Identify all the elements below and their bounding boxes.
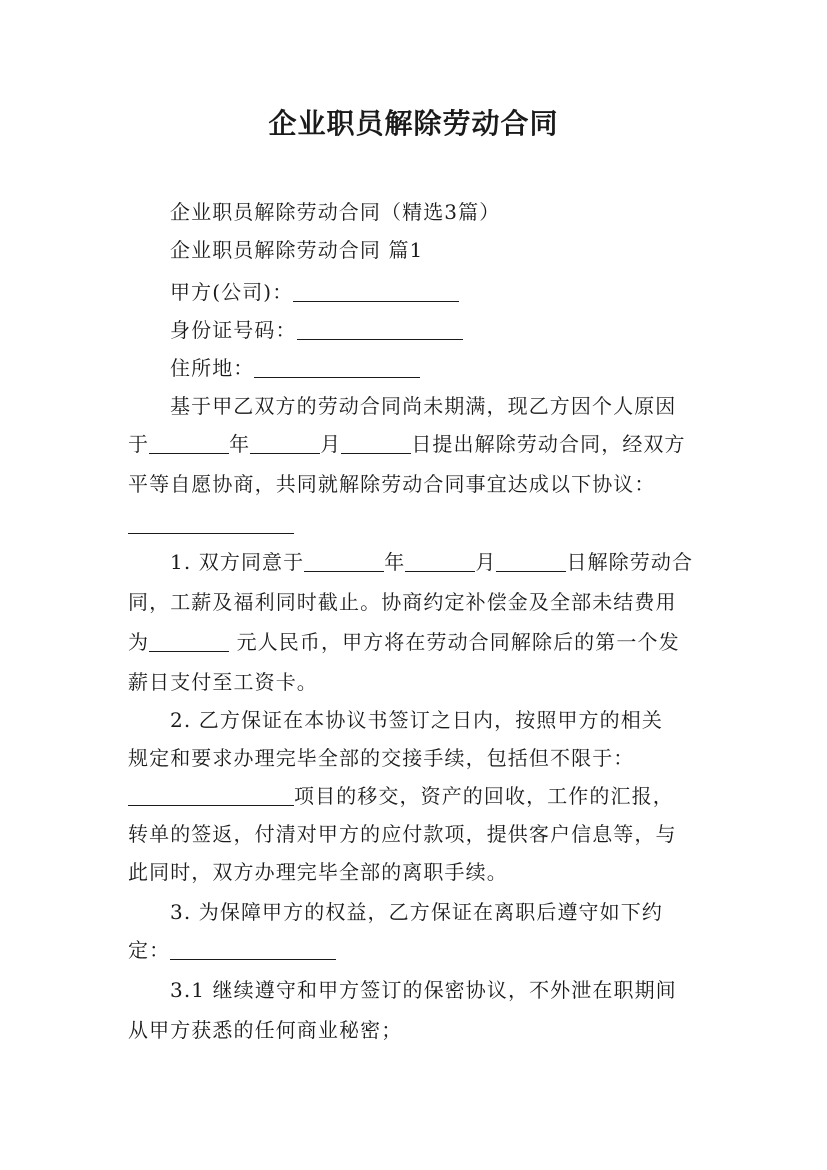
text-run: 于 — [128, 432, 150, 456]
text-run: 为 — [128, 630, 150, 654]
paragraph-line — [128, 430, 698, 458]
agreement-blank[interactable] — [128, 513, 294, 534]
clause-line: 3. 为保障甲方的权益，乙方保证在离职后遵守如下约 — [170, 900, 663, 924]
year-blank[interactable] — [149, 433, 229, 454]
address-blank[interactable] — [254, 357, 420, 378]
address-line — [170, 354, 698, 382]
text-run: 年 — [384, 550, 406, 574]
clause-line: 同，工薪及福利同时截止。协商约定补偿金及全部未结费用 — [128, 590, 677, 614]
party-a-label: 甲方(公司)： — [170, 280, 294, 304]
text-run: 日提出解除劳动合同，经双方 — [411, 432, 686, 456]
text-run: 月 — [475, 550, 497, 574]
party-a-line — [170, 278, 698, 306]
month-blank[interactable] — [250, 433, 320, 454]
handover-blank[interactable] — [128, 785, 294, 806]
clause-line: 3.1 继续遵守和甲方签订的保密协议，不外泄在职期间 — [170, 978, 677, 1002]
clause-line: 转单的签返，付清对甲方的应付款项，提供客户信息等，与 — [128, 822, 677, 846]
clause-line: 薪日支付至工资卡。 — [128, 670, 318, 694]
party-a-blank[interactable] — [293, 281, 459, 302]
month-blank[interactable] — [405, 551, 475, 572]
clause-line: 此同时，双方办理完毕全部的离职手续。 — [128, 860, 508, 884]
id-number-label: 身份证号码： — [170, 318, 297, 342]
clause-line: 规定和要求办理完毕全部的交接手续，包括但不限于： — [128, 746, 635, 770]
text-run: 1. 双方同意于 — [170, 550, 305, 574]
text-run: 定： — [128, 938, 171, 962]
terms-blank[interactable] — [170, 939, 336, 960]
text-run: 项目的移交，资产的回收，工作的汇报， — [294, 784, 674, 808]
id-number-line — [170, 316, 698, 344]
amount-blank[interactable] — [149, 631, 229, 652]
subtitle-line: 企业职员解除劳动合同（精选3篇） — [170, 200, 501, 224]
year-blank[interactable] — [304, 551, 384, 572]
paragraph-line: 基于甲乙双方的劳动合同尚未期满，现乙方因个人原因 — [170, 394, 677, 418]
clause-line — [128, 936, 698, 964]
clause-line: 从甲方获悉的任何商业秘密； — [128, 1018, 403, 1042]
text-run: 元人民币，甲方将在劳动合同解除后的第一个发 — [229, 630, 680, 654]
text-run: 月 — [320, 432, 342, 456]
day-blank[interactable] — [496, 551, 566, 572]
paragraph-line: 平等自愿协商，共同就解除劳动合同事宜达成以下协议： — [128, 472, 656, 496]
document-title: 企业职员解除劳动合同 — [268, 107, 559, 140]
clause-line — [128, 782, 698, 810]
text-run: 年 — [229, 432, 251, 456]
clause-line — [170, 548, 698, 576]
text-run: 日解除劳动合 — [566, 550, 694, 574]
clause-line: 2. 乙方保证在本协议书签订之日内，按照甲方的相关 — [170, 708, 663, 732]
address-label: 住所地： — [170, 356, 255, 380]
day-blank[interactable] — [341, 433, 411, 454]
clause-line — [128, 628, 698, 656]
paragraph-line — [128, 510, 698, 538]
section-heading: 企业职员解除劳动合同 篇1 — [170, 238, 424, 262]
id-number-blank[interactable] — [297, 319, 463, 340]
